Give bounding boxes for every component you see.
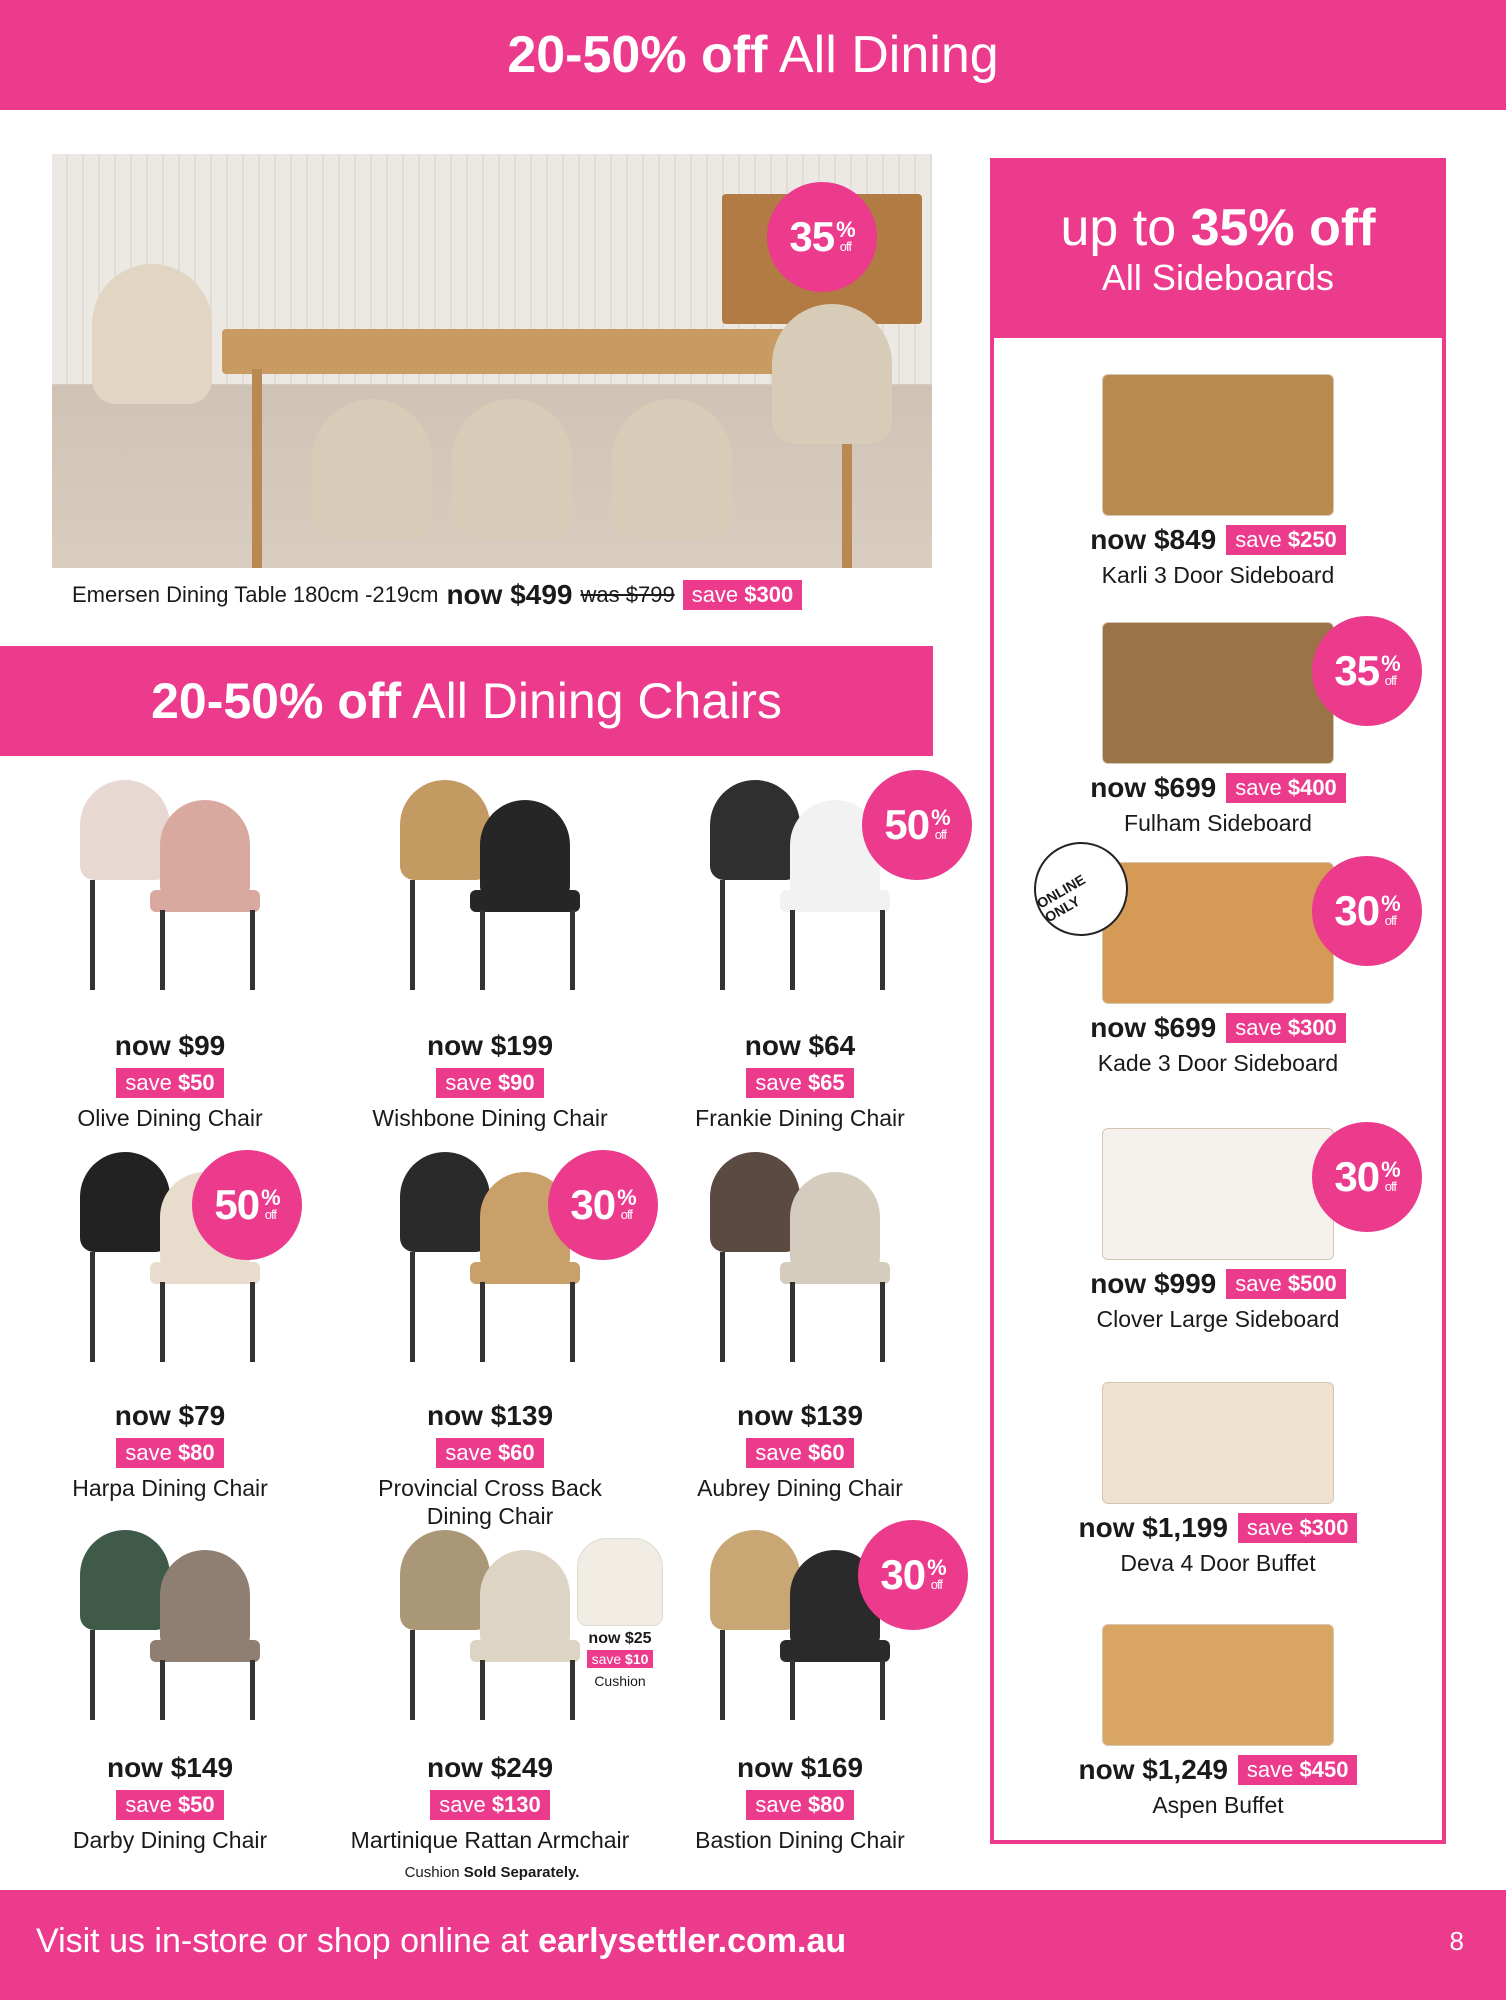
chair-now-price: now $199	[426, 1030, 554, 1061]
chair-now-price: now $139	[736, 1400, 864, 1431]
chair-save-tag: save $80	[116, 1438, 223, 1468]
chair-save-tag: save $90	[436, 1068, 543, 1098]
sideboard-save-tag: save $300	[1226, 1013, 1346, 1043]
chair-product[interactable]	[650, 1142, 950, 1501]
sideboard-image	[1102, 374, 1334, 516]
chair-product[interactable]	[650, 1520, 950, 1853]
sideboard-save-tag: save $450	[1238, 1755, 1358, 1785]
chair-now-price: now $249	[426, 1752, 554, 1783]
top-banner	[0, 0, 1506, 110]
chair-name: Bastion Dining Chair	[695, 1827, 905, 1853]
chair-image	[50, 1520, 290, 1730]
chair-now-price: now $169	[736, 1752, 864, 1783]
sideboard-image	[1102, 862, 1334, 1004]
sideboard-product[interactable]	[994, 1128, 1442, 1333]
sideboard-name: Fulham Sideboard	[1124, 810, 1312, 836]
chair-product[interactable]	[340, 1142, 640, 1529]
chair-image	[680, 1142, 920, 1372]
hero-product-name: Emersen Dining Table 180cm -219cm	[72, 582, 439, 607]
footer-text: Visit us in-store or shop online at earlysettler.com.au	[36, 1922, 847, 1960]
chair-name: Martinique Rattan Armchair	[350, 1827, 630, 1853]
chair-product[interactable]	[20, 770, 320, 1131]
chair-save-tag: save $50	[116, 1068, 223, 1098]
hero-save-tag: save $300	[683, 580, 803, 610]
sideboard-now-price: now $999	[1090, 1268, 1217, 1299]
hero-was-price: was $799	[580, 582, 675, 607]
chair-product[interactable]	[20, 1520, 320, 1853]
chair-name-line2: Dining Chair	[426, 1503, 554, 1529]
page-number: 8	[1449, 1926, 1464, 1956]
sideboard-product[interactable]	[994, 1382, 1442, 1577]
hero-dining-table[interactable]	[52, 154, 932, 622]
discount-badge: 30 % off	[1312, 1122, 1422, 1232]
sideboards-header: up to 35% off All Sideboards	[994, 162, 1442, 338]
sideboard-name: Aspen Buffet	[1152, 1792, 1284, 1818]
chair-save-tag: save $60	[746, 1438, 853, 1468]
online-only-stamp: ONLINE ONLY	[1017, 825, 1145, 953]
sideboard-image	[1102, 1624, 1334, 1746]
sideboard-image	[1102, 1382, 1334, 1504]
chair-name: Aubrey Dining Chair	[697, 1475, 903, 1501]
chair-save-tag: save $80	[746, 1790, 853, 1820]
footer	[0, 1890, 1506, 2000]
chairs-banner	[0, 646, 933, 756]
sideboard-product[interactable]	[994, 1624, 1442, 1819]
top-banner-bold: 20-50% off	[507, 26, 768, 84]
chairs-banner-bold: 20-50% off	[151, 673, 402, 729]
chair-name: Wishbone Dining Chair	[372, 1105, 608, 1131]
chair-now-price: now $79	[114, 1400, 226, 1431]
top-banner-rest: All Dining	[767, 26, 999, 84]
sideboard-now-price: now $699	[1090, 772, 1217, 803]
hero-discount-badge: 35 % off	[767, 182, 877, 292]
chair-save-tag: save $130	[430, 1790, 550, 1820]
chair-name: Darby Dining Chair	[72, 1827, 268, 1853]
discount-badge: 30 % off	[1312, 856, 1422, 966]
sideboard-product[interactable]	[994, 622, 1442, 837]
sideboard-now-price: now $849	[1090, 524, 1217, 555]
chair-now-price: now $149	[106, 1752, 234, 1783]
sideboard-name: Karli 3 Door Sideboard	[1101, 562, 1335, 588]
cushion-save-tag: save $10	[587, 1650, 654, 1668]
hero-caption	[52, 568, 932, 622]
discount-badge: 30 % off	[858, 1520, 968, 1630]
sideboard-image	[1102, 622, 1334, 764]
website-link[interactable]: earlysettler.com.au	[538, 1922, 847, 1960]
chair-save-tag: save $65	[746, 1068, 853, 1098]
sideboard-save-tag: save $400	[1226, 773, 1346, 803]
chair-save-tag: save $60	[436, 1438, 543, 1468]
sideboard-name: Clover Large Sideboard	[1096, 1306, 1340, 1332]
cushion-now-price: now $25	[588, 1630, 652, 1647]
hero-now-price: now $499	[446, 579, 573, 610]
sideboard-save-tag: save $250	[1226, 525, 1346, 555]
chair-product[interactable]	[340, 770, 640, 1131]
sideboard-now-price: now $699	[1090, 1012, 1217, 1043]
chair-product[interactable]	[650, 770, 950, 1131]
sideboard-product[interactable]	[994, 374, 1442, 589]
chair-name: Frankie Dining Chair	[695, 1105, 905, 1131]
sideboard-save-tag: save $500	[1226, 1269, 1346, 1299]
cushion-label: Cushion	[594, 1673, 646, 1689]
chair-now-price: now $99	[114, 1030, 226, 1061]
chair-now-price: now $64	[744, 1030, 856, 1061]
chair-product[interactable]	[20, 1142, 320, 1501]
chairs-banner-rest: All Dining Chairs	[401, 673, 782, 729]
sideboard-now-price: now $1,199	[1078, 1512, 1228, 1543]
discount-badge: 35 % off	[1312, 616, 1422, 726]
sideboard-name: Deva 4 Door Buffet	[1120, 1550, 1316, 1576]
chair-name: Provincial Cross Back	[378, 1475, 602, 1501]
sideboard-now-price: now $1,249	[1078, 1754, 1228, 1785]
sideboard-save-tag: save $300	[1238, 1513, 1358, 1543]
cushion-product[interactable]	[570, 1538, 670, 1689]
chair-image	[50, 770, 290, 1000]
discount-badge: 50 % off	[192, 1150, 302, 1260]
sideboards-panel	[990, 158, 1446, 1844]
chair-now-price: now $139	[426, 1400, 554, 1431]
cushion-image	[577, 1538, 663, 1626]
cushion-note: Cushion Sold Separately.	[404, 1864, 580, 1881]
chair-image	[370, 770, 610, 1000]
chair-name: Olive Dining Chair	[77, 1105, 263, 1131]
sideboard-name: Kade 3 Door Sideboard	[1097, 1050, 1339, 1076]
chair-save-tag: save $50	[116, 1790, 223, 1820]
chair-name: Harpa Dining Chair	[72, 1475, 268, 1501]
sideboard-image	[1102, 1128, 1334, 1260]
discount-badge: 50 % off	[862, 770, 972, 880]
discount-badge: 30 % off	[548, 1150, 658, 1260]
